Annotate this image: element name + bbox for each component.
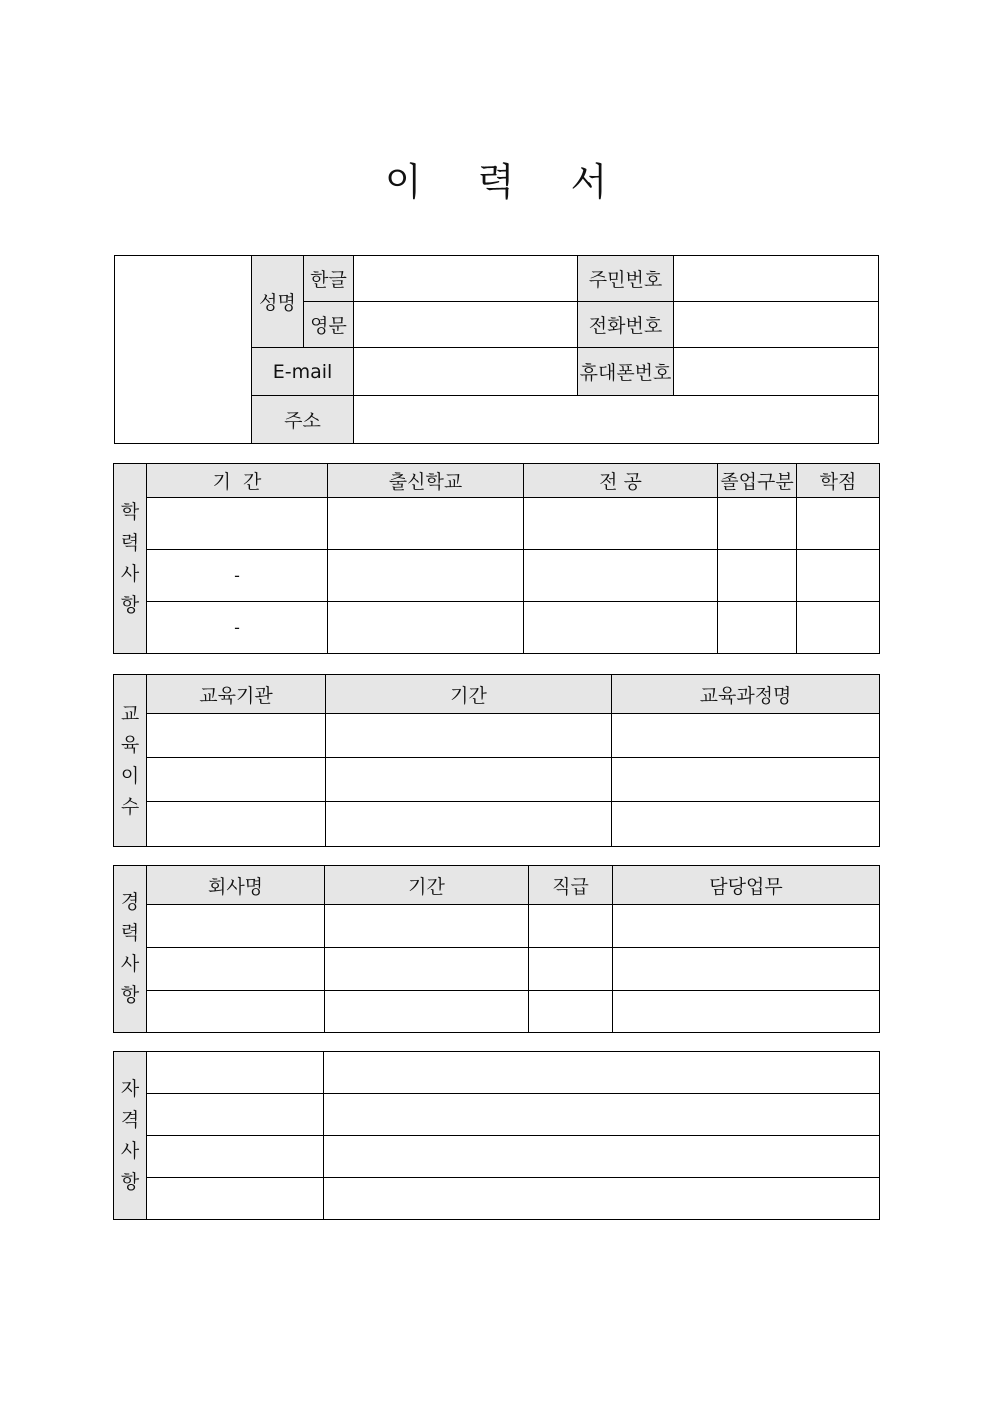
education-period-cell[interactable]: -	[147, 550, 328, 602]
certificate-name-cell[interactable]	[147, 1052, 324, 1094]
certificate-name-cell[interactable]	[147, 1136, 324, 1178]
career-header-company: 회사명	[147, 866, 325, 905]
certificate-detail-cell[interactable]	[324, 1136, 880, 1178]
name-label: 성명	[252, 256, 304, 348]
certificate-name-cell[interactable]	[147, 1094, 324, 1136]
certificates-side-label: 자 격 사 항	[114, 1052, 147, 1220]
education-period-cell[interactable]: -	[147, 602, 328, 654]
career-company-cell[interactable]	[147, 991, 325, 1033]
education-major-cell[interactable]	[524, 602, 718, 654]
training-header-institution: 교육기관	[147, 675, 326, 714]
table-row	[114, 1052, 880, 1094]
career-position-cell[interactable]	[529, 991, 613, 1033]
education-period-cell[interactable]	[147, 498, 328, 550]
address-label: 주소	[252, 396, 354, 444]
title-char: 이	[384, 160, 422, 204]
table-row	[114, 498, 880, 550]
career-side-label: 경 력 사 항	[114, 866, 147, 1033]
career-period-cell[interactable]	[325, 905, 529, 948]
korean-name-label: 한글	[304, 256, 354, 302]
photo-box[interactable]	[115, 256, 252, 444]
education-school-cell[interactable]	[328, 550, 524, 602]
phone-field[interactable]	[674, 302, 879, 348]
table-row	[114, 758, 880, 802]
certificate-name-cell[interactable]	[147, 1178, 324, 1220]
career-period-cell[interactable]	[325, 991, 529, 1033]
education-side-label: 학 력 사 항	[114, 464, 147, 654]
english-name-label: 영문	[304, 302, 354, 348]
education-header-school: 출신학교	[328, 464, 524, 498]
education-graduation-cell[interactable]	[718, 498, 797, 550]
training-period-cell[interactable]	[326, 714, 612, 758]
education-gpa-cell[interactable]	[797, 550, 880, 602]
education-graduation-cell[interactable]	[718, 602, 797, 654]
career-position-cell[interactable]	[529, 948, 613, 991]
personal-info-table	[114, 255, 879, 444]
certificate-detail-cell[interactable]	[324, 1094, 880, 1136]
career-period-cell[interactable]	[325, 948, 529, 991]
id-number-label: 주민번호	[578, 256, 674, 302]
training-course-cell[interactable]	[612, 714, 880, 758]
training-institution-cell[interactable]	[147, 758, 326, 802]
career-duties-cell[interactable]	[613, 991, 880, 1033]
education-table	[113, 463, 880, 654]
education-header-period: 기 간	[147, 464, 328, 498]
table-row	[114, 714, 880, 758]
korean-name-field[interactable]	[354, 256, 578, 302]
training-side-label: 교 육 이 수	[114, 675, 147, 847]
training-course-cell[interactable]	[612, 758, 880, 802]
mobile-field[interactable]	[674, 348, 879, 396]
email-field[interactable]	[354, 348, 578, 396]
training-period-cell[interactable]	[326, 758, 612, 802]
career-header-duties: 담당업무	[613, 866, 880, 905]
education-header-graduation: 졸업구분	[718, 464, 797, 498]
document-title	[0, 158, 992, 206]
title-char: 력	[477, 160, 515, 204]
education-gpa-cell[interactable]	[797, 602, 880, 654]
training-period-cell[interactable]	[326, 802, 612, 847]
career-duties-cell[interactable]	[613, 948, 880, 991]
table-row	[114, 550, 880, 602]
training-header-course: 교육과정명	[612, 675, 880, 714]
education-header-major: 전 공	[524, 464, 718, 498]
certificate-detail-cell[interactable]	[324, 1178, 880, 1220]
training-header-period: 기간	[326, 675, 612, 714]
table-row	[114, 602, 880, 654]
certificate-detail-cell[interactable]	[324, 1052, 880, 1094]
address-field[interactable]	[354, 396, 879, 444]
table-row	[114, 991, 880, 1033]
table-row	[114, 1178, 880, 1220]
career-table	[113, 865, 880, 1033]
table-row	[114, 948, 880, 991]
education-major-cell[interactable]	[524, 498, 718, 550]
title-char: 서	[570, 160, 608, 204]
table-row	[114, 905, 880, 948]
education-header-gpa: 학점	[797, 464, 880, 498]
education-graduation-cell[interactable]	[718, 550, 797, 602]
career-position-cell[interactable]	[529, 905, 613, 948]
training-institution-cell[interactable]	[147, 714, 326, 758]
career-header-position: 직급	[529, 866, 613, 905]
table-row	[114, 1136, 880, 1178]
table-row	[114, 802, 880, 847]
training-table	[113, 674, 880, 847]
certificates-table	[113, 1051, 880, 1220]
career-company-cell[interactable]	[147, 948, 325, 991]
career-company-cell[interactable]	[147, 905, 325, 948]
english-name-field[interactable]	[354, 302, 578, 348]
email-label: E-mail	[252, 348, 354, 396]
mobile-label: 휴대폰번호	[578, 348, 674, 396]
education-school-cell[interactable]	[328, 498, 524, 550]
training-course-cell[interactable]	[612, 802, 880, 847]
phone-label: 전화번호	[578, 302, 674, 348]
education-school-cell[interactable]	[328, 602, 524, 654]
career-header-period: 기간	[325, 866, 529, 905]
education-gpa-cell[interactable]	[797, 498, 880, 550]
training-institution-cell[interactable]	[147, 802, 326, 847]
id-number-field[interactable]	[674, 256, 879, 302]
education-major-cell[interactable]	[524, 550, 718, 602]
table-row	[114, 1094, 880, 1136]
career-duties-cell[interactable]	[613, 905, 880, 948]
